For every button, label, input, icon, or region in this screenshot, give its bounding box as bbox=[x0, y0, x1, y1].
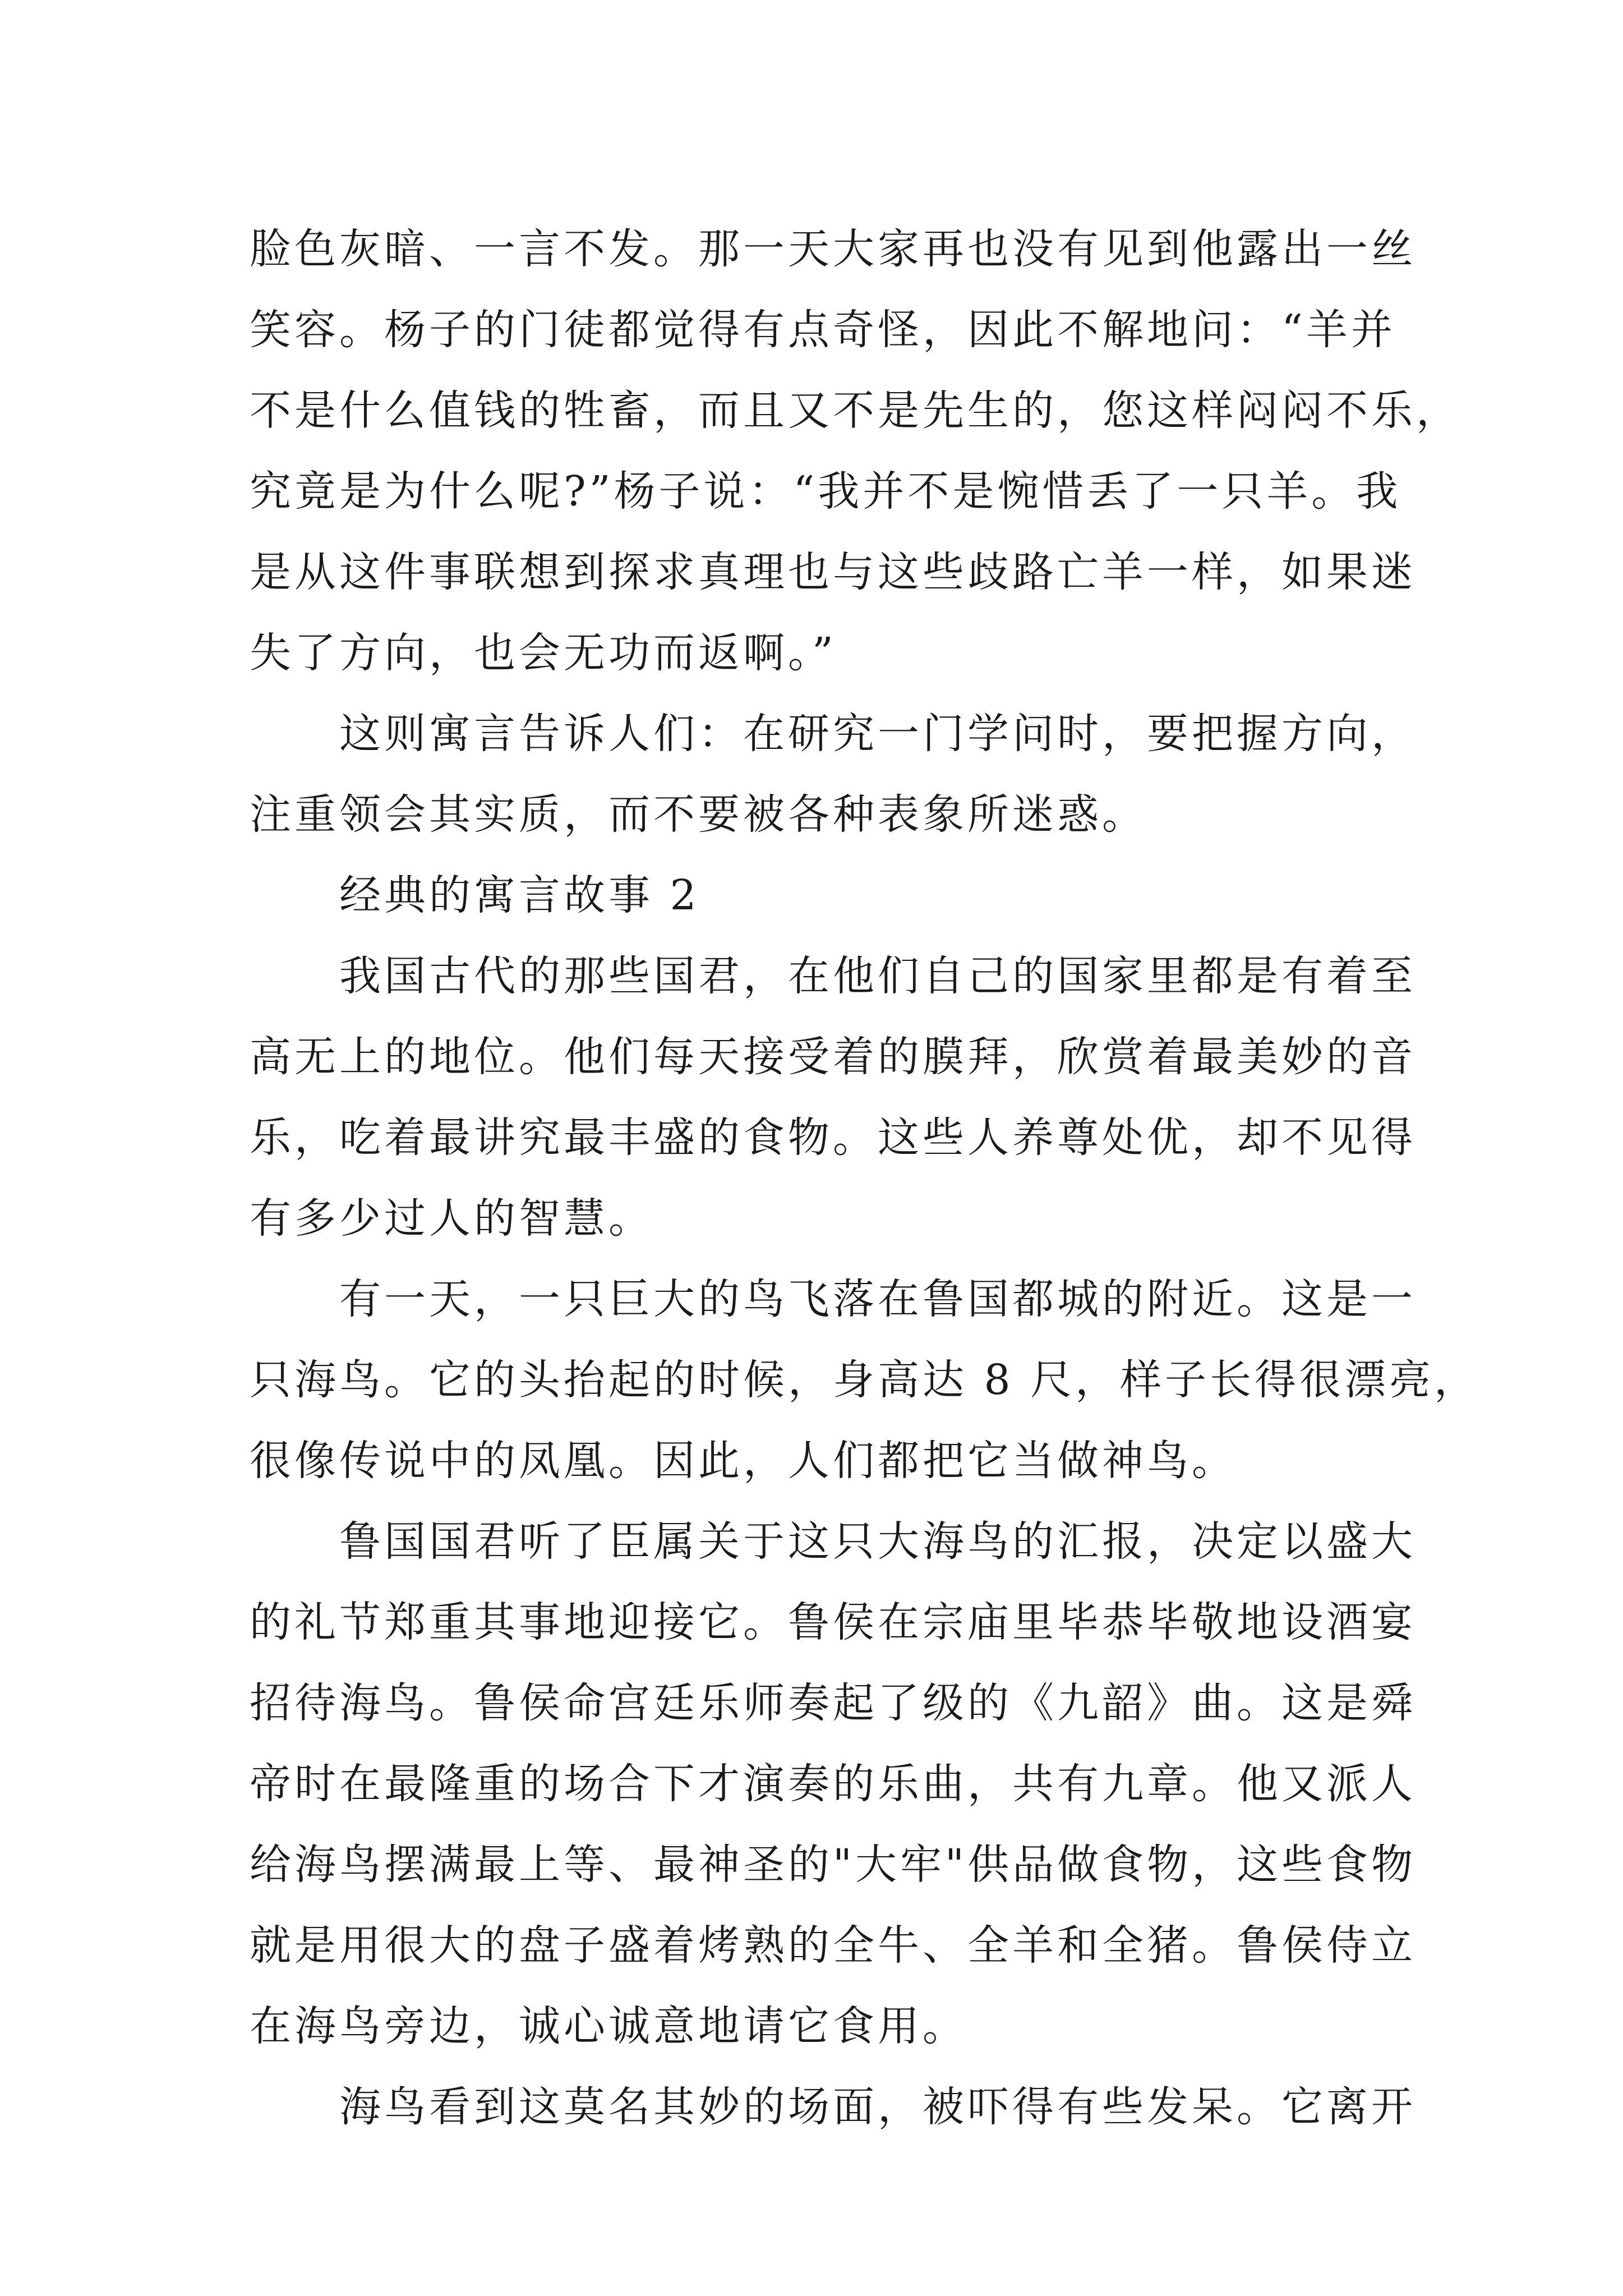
text-line: 失了方向，也会无功而返啊。” bbox=[250, 629, 837, 677]
text-line: 有多少过人的智慧。 bbox=[250, 1194, 653, 1243]
text-line: 招待海鸟。鲁侯命宫廷乐师奏起了级的《九韶》曲。这是舜 bbox=[250, 1679, 1416, 1727]
text-line: 我国古代的那些国君，在他们自己的国家里都是有着至 bbox=[250, 952, 1416, 1000]
text-line: 在海鸟旁边，诚心诚意地请它食用。 bbox=[250, 2002, 967, 2050]
text-line: 注重领会其实质，而不要被各种表象所迷惑。 bbox=[250, 790, 1147, 839]
text-line: 乐，吃着最讲究最丰盛的食物。这些人养尊处优，却不见得 bbox=[250, 1114, 1416, 1162]
text-line: 究竟是为什么呢?”杨子说：“我并不是惋惜丢了一只羊。我 bbox=[250, 467, 1401, 516]
text-line: 这则寓言告诉人们：在研究一门学问时，要把握方向， bbox=[250, 710, 1416, 758]
text-line: 只海鸟。它的头抬起的时候，身高达 8 尺，样子长得很漂亮， bbox=[250, 1356, 1479, 1404]
text-line: 给海鸟摆满最上等、最神圣的"大牢"供品做食物，这些食物 bbox=[250, 1841, 1417, 1889]
section-heading: 经典的寓言故事 2 bbox=[250, 871, 700, 919]
text-line: 的礼节郑重其事地迎接它。鲁侯在宗庙里毕恭毕敬地设酒宴 bbox=[250, 1598, 1416, 1646]
document-body bbox=[250, 209, 1479, 2147]
text-line: 就是用很大的盘子盛着烤熟的全牛、全羊和全猪。鲁侯侍立 bbox=[250, 1921, 1416, 1970]
text-line: 鲁国国君听了臣属关于这只大海鸟的汇报，决定以盛大 bbox=[250, 1517, 1416, 1566]
text-line: 有一天，一只巨大的鸟飞落在鲁国都城的附近。这是一 bbox=[250, 1275, 1416, 1323]
text-line: 帝时在最隆重的场合下才演奏的乐曲，共有九章。他又派人 bbox=[250, 1760, 1416, 1808]
text-line: 高无上的地位。他们每天接受着的膜拜，欣赏着最美妙的音 bbox=[250, 1033, 1416, 1081]
text-line: 很像传说中的凤凰。因此，人们都把它当做神鸟。 bbox=[250, 1437, 1237, 1485]
text-line: 海鸟看到这莫名其妙的场面，被吓得有些发呆。它离开 bbox=[250, 2083, 1416, 2131]
text-line: 是从这件事联想到探求真理也与这些歧路亡羊一样，如果迷 bbox=[250, 548, 1416, 596]
text-line: 脸色灰暗、一言不发。那一天大家再也没有见到他露出一丝 bbox=[250, 225, 1416, 273]
text-line: 笑容。杨子的门徒都觉得有点奇怪，因此不解地问：“羊并 bbox=[250, 306, 1396, 354]
text-line: 不是什么值钱的牲畜，而且又不是先生的，您这样闷闷不乐， bbox=[250, 386, 1461, 435]
